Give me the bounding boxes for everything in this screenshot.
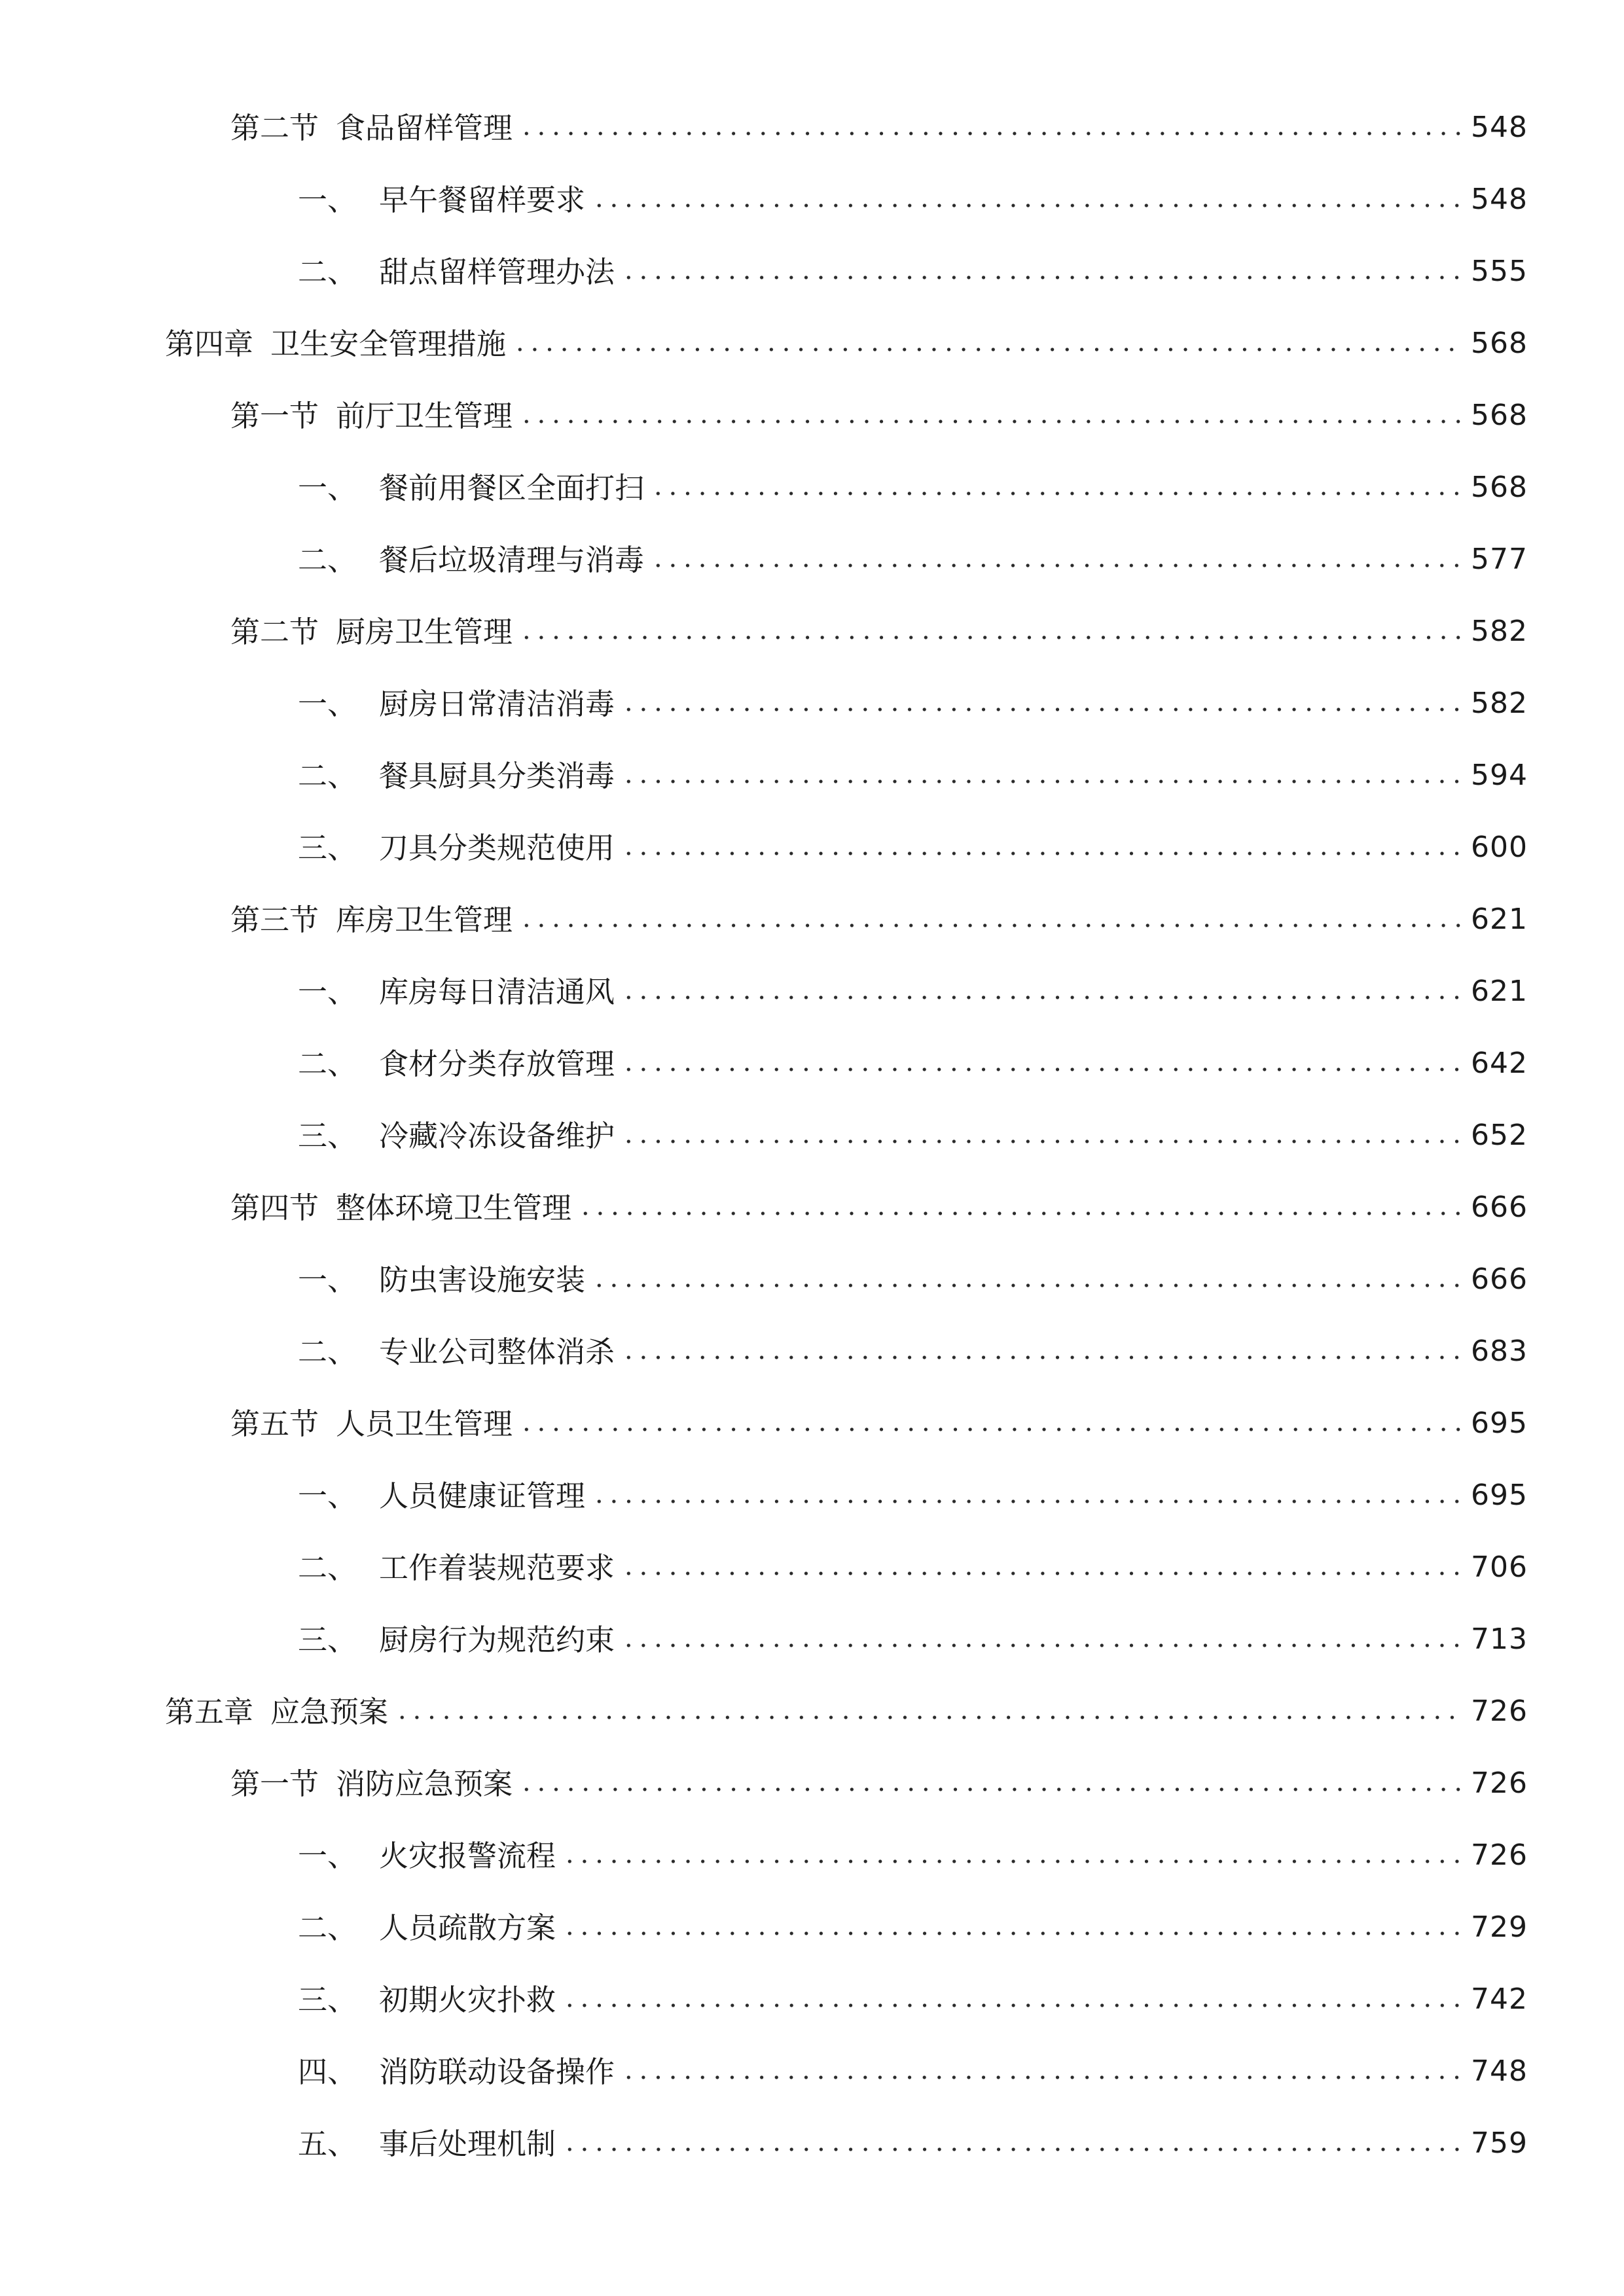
toc-entry-number: 三、 xyxy=(298,1622,357,1657)
toc-page-number: 594 xyxy=(1471,759,1528,792)
toc-page-number: 621 xyxy=(1471,975,1528,1008)
toc-entry-title: 初期火灾扑救 xyxy=(379,1982,556,2017)
toc-entry-title: 厨房卫生管理 xyxy=(336,614,513,649)
toc-subsection-entry[interactable] xyxy=(0,740,1624,812)
toc-entry-title: 冷藏冷冻设备维护 xyxy=(379,1118,615,1153)
toc-dot-leader xyxy=(621,1571,1462,1575)
toc-page-number: 706 xyxy=(1471,1551,1528,1584)
toc-page-number: 568 xyxy=(1471,327,1528,360)
toc-page-number: 548 xyxy=(1471,111,1528,144)
toc-entry-number: 四、 xyxy=(298,2054,357,2089)
toc-subsection-entry[interactable] xyxy=(0,1820,1624,1892)
toc-section-entry[interactable] xyxy=(0,380,1624,452)
toc-dot-leader xyxy=(621,276,1462,279)
toc-page-number: 742 xyxy=(1471,1982,1528,2016)
toc-dot-leader xyxy=(578,1211,1462,1215)
toc-page-number: 759 xyxy=(1471,2126,1528,2160)
toc-dot-leader xyxy=(519,1427,1462,1431)
toc-page-number: 748 xyxy=(1471,2054,1528,2088)
toc-entry-number: 三、 xyxy=(298,830,357,865)
toc-entry-title: 火灾报警流程 xyxy=(379,1838,556,1873)
toc-entry-title: 人员疏散方案 xyxy=(379,1910,556,1945)
toc-subsection-entry[interactable] xyxy=(0,1316,1624,1388)
toc-entry-number: 第五节 xyxy=(230,1406,319,1441)
toc-page-number: 666 xyxy=(1471,1263,1528,1296)
toc-page-number: 729 xyxy=(1471,1910,1528,1944)
toc-section-entry[interactable] xyxy=(0,1388,1624,1460)
toc-dot-leader xyxy=(621,996,1462,999)
toc-entry-number: 一、 xyxy=(298,182,357,217)
toc-dot-leader xyxy=(562,2147,1462,2151)
toc-section-entry[interactable] xyxy=(0,1748,1624,1820)
toc-page-number: 652 xyxy=(1471,1119,1528,1152)
table-of-contents xyxy=(0,92,1624,2179)
toc-dot-leader xyxy=(592,1499,1462,1503)
toc-subsection-entry[interactable] xyxy=(0,1604,1624,1676)
toc-entry-title: 餐前用餐区全面打扫 xyxy=(379,470,645,505)
toc-page-number: 548 xyxy=(1471,183,1528,216)
toc-entry-title: 食材分类存放管理 xyxy=(379,1046,615,1081)
toc-dot-leader xyxy=(519,420,1462,423)
toc-entry-number: 第一节 xyxy=(230,1766,319,1801)
toc-entry-number: 二、 xyxy=(298,1910,357,1945)
toc-dot-leader xyxy=(621,1067,1462,1071)
toc-chapter-entry[interactable] xyxy=(0,308,1624,380)
toc-entry-number: 二、 xyxy=(298,758,357,793)
toc-dot-leader xyxy=(651,564,1462,567)
toc-dot-leader xyxy=(621,780,1462,783)
toc-dot-leader xyxy=(395,1715,1462,1719)
toc-entry-number: 第四节 xyxy=(230,1190,319,1225)
toc-page-number: 726 xyxy=(1471,1767,1528,1800)
toc-subsection-entry[interactable] xyxy=(0,1028,1624,1100)
toc-page-number: 621 xyxy=(1471,903,1528,936)
toc-page-number: 555 xyxy=(1471,255,1528,288)
toc-dot-leader xyxy=(562,2003,1462,2007)
toc-entry-title: 人员卫生管理 xyxy=(336,1406,513,1441)
toc-page-number: 582 xyxy=(1471,615,1528,648)
toc-page-number: 568 xyxy=(1471,399,1528,432)
toc-dot-leader xyxy=(651,492,1462,495)
toc-section-entry[interactable] xyxy=(0,1172,1624,1244)
toc-entry-title: 刀具分类规范使用 xyxy=(379,830,615,865)
toc-page-number: 683 xyxy=(1471,1335,1528,1368)
toc-page-number: 726 xyxy=(1471,1839,1528,1872)
toc-page-number: 600 xyxy=(1471,831,1528,864)
toc-dot-leader xyxy=(513,348,1462,351)
toc-dot-leader xyxy=(519,924,1462,927)
toc-entry-title: 甜点留样管理办法 xyxy=(379,254,615,289)
toc-entry-number: 一、 xyxy=(298,1478,357,1513)
toc-page-number: 695 xyxy=(1471,1407,1528,1440)
toc-subsection-entry[interactable] xyxy=(0,524,1624,596)
toc-section-entry[interactable] xyxy=(0,884,1624,956)
toc-entry-number: 二、 xyxy=(298,542,357,577)
toc-entry-title: 工作着装规范要求 xyxy=(379,1550,615,1585)
toc-entry-title: 应急预案 xyxy=(270,1694,389,1729)
toc-entry-number: 一、 xyxy=(298,470,357,505)
toc-dot-leader xyxy=(621,2075,1462,2079)
toc-subsection-entry[interactable] xyxy=(0,236,1624,308)
toc-dot-leader xyxy=(519,1787,1462,1791)
toc-subsection-entry[interactable] xyxy=(0,1532,1624,1604)
toc-chapter-entry[interactable] xyxy=(0,1676,1624,1748)
toc-dot-leader xyxy=(621,852,1462,855)
toc-page-number: 642 xyxy=(1471,1047,1528,1080)
toc-subsection-entry[interactable] xyxy=(0,812,1624,884)
toc-entry-number: 一、 xyxy=(298,1838,357,1873)
toc-entry-number: 第三节 xyxy=(230,902,319,937)
toc-entry-number: 一、 xyxy=(298,686,357,721)
toc-dot-leader xyxy=(519,132,1462,135)
toc-entry-number: 一、 xyxy=(298,1262,357,1297)
toc-entry-title: 消防联动设备操作 xyxy=(379,2054,615,2089)
toc-subsection-entry[interactable] xyxy=(0,1460,1624,1532)
toc-entry-title: 餐具厨具分类消毒 xyxy=(379,758,615,793)
toc-dot-leader xyxy=(621,1643,1462,1647)
toc-subsection-entry[interactable] xyxy=(0,452,1624,524)
toc-entry-title: 库房卫生管理 xyxy=(336,902,513,937)
toc-entry-number: 二、 xyxy=(298,254,357,289)
toc-dot-leader xyxy=(519,636,1462,639)
toc-page-number: 726 xyxy=(1471,1695,1528,1728)
toc-dot-leader xyxy=(621,1355,1462,1359)
toc-entry-number: 第一节 xyxy=(230,398,319,433)
toc-section-entry[interactable] xyxy=(0,596,1624,668)
toc-entry-number: 第二节 xyxy=(230,614,319,649)
toc-entry-number: 二、 xyxy=(298,1046,357,1081)
toc-subsection-entry[interactable] xyxy=(0,1244,1624,1316)
toc-entry-title: 整体环境卫生管理 xyxy=(336,1190,572,1225)
toc-entry-title: 早午餐留样要求 xyxy=(379,182,586,217)
toc-entry-number: 第四章 xyxy=(165,326,254,361)
toc-entry-number: 第二节 xyxy=(230,110,319,145)
toc-entry-number: 二、 xyxy=(298,1334,357,1369)
toc-page-number: 695 xyxy=(1471,1479,1528,1512)
toc-subsection-entry[interactable] xyxy=(0,1892,1624,1964)
toc-dot-leader xyxy=(621,1139,1462,1143)
toc-dot-leader xyxy=(592,204,1462,207)
toc-entry-title: 厨房行为规范约束 xyxy=(379,1622,615,1657)
toc-entry-number: 三、 xyxy=(298,1982,357,2017)
toc-subsection-entry[interactable] xyxy=(0,2108,1624,2179)
toc-entry-title: 专业公司整体消杀 xyxy=(379,1334,615,1369)
toc-page-number: 666 xyxy=(1471,1191,1528,1224)
toc-entry-title: 防虫害设施安装 xyxy=(379,1262,586,1297)
toc-section-entry[interactable] xyxy=(0,92,1624,164)
toc-subsection-entry[interactable] xyxy=(0,668,1624,740)
toc-dot-leader xyxy=(562,1931,1462,1935)
toc-dot-leader xyxy=(592,1283,1462,1287)
toc-entry-number: 第五章 xyxy=(165,1694,254,1729)
toc-entry-number: 三、 xyxy=(298,1118,357,1153)
toc-entry-title: 人员健康证管理 xyxy=(379,1478,586,1513)
toc-page-number: 568 xyxy=(1471,471,1528,504)
toc-entry-number: 二、 xyxy=(298,1550,357,1585)
toc-page-number: 713 xyxy=(1471,1623,1528,1656)
toc-entry-title: 前厅卫生管理 xyxy=(336,398,513,433)
toc-entry-title: 事后处理机制 xyxy=(379,2126,556,2161)
toc-entry-number: 五、 xyxy=(298,2126,357,2161)
toc-entry-number: 一、 xyxy=(298,974,357,1009)
toc-dot-leader xyxy=(621,708,1462,711)
toc-subsection-entry[interactable] xyxy=(0,164,1624,236)
toc-subsection-entry[interactable] xyxy=(0,1964,1624,2036)
toc-entry-title: 食品留样管理 xyxy=(336,110,513,145)
toc-subsection-entry[interactable] xyxy=(0,956,1624,1028)
toc-page-number: 582 xyxy=(1471,687,1528,720)
toc-subsection-entry[interactable] xyxy=(0,1100,1624,1172)
toc-entry-title: 卫生安全管理措施 xyxy=(270,326,507,361)
toc-subsection-entry[interactable] xyxy=(0,2036,1624,2108)
toc-entry-title: 厨房日常清洁消毒 xyxy=(379,686,615,721)
toc-page-number: 577 xyxy=(1471,543,1528,576)
toc-entry-title: 消防应急预案 xyxy=(336,1766,513,1801)
toc-entry-title: 库房每日清洁通风 xyxy=(379,974,615,1009)
toc-dot-leader xyxy=(562,1859,1462,1863)
toc-entry-title: 餐后垃圾清理与消毒 xyxy=(379,542,645,577)
